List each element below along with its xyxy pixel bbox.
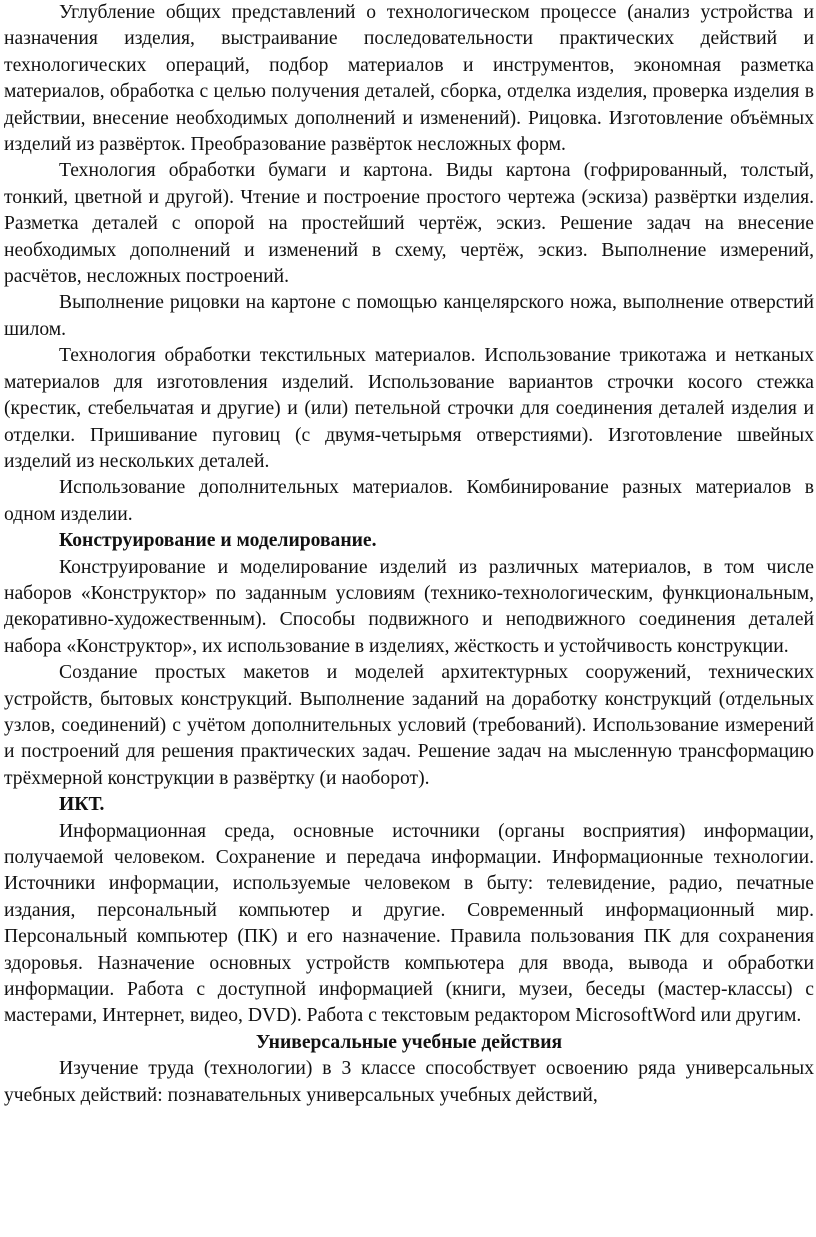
paragraph-universal-actions: Изучение труда (технологии) в 3 классе способствует освоению ряда универсальных учебных действий: познавательных универсальных учебных действий, bbox=[4, 1058, 814, 1106]
paragraph-information-environment: Информационная среда, основные источники (органы восприятия) информации, получаемой человеком. Сохранение и передача информации. Информационные технологии. Источники информации, используемые человеком в быту: телевидение, радио, печатные издания, персональный компьютер и другие. Современный информационный мир. Персональный компьютер (ПК) и его назначение. Правила пользования ПК для сохранения здоровья. Назначение основных устройств компьютера для ввода, вывода и обработки информации. Работа с доступной информацией (книги, музеи, беседы (мастер-классы) с мастерами, Интернет, видео, DVD). Работа с текстовым редактором MicrosoftWord или другим. bbox=[4, 820, 814, 1027]
paragraph-mockups-models: Создание простых макетов и моделей архитектурных сооружений, технических устройств, бытовых конструкций. Выполнение заданий на доработку конструкций (отдельных узлов, соединений) с учётом дополнительных условий (требований). Использование измерений и построений для решения практических задач. Решение задач на мысленную трансформацию трёхмерной конструкции в развёртку (и наоборот). bbox=[4, 662, 814, 789]
paragraph-textiles: Технология обработки текстильных материалов. Использование трикотажа и нетканых материалов для изготовления изделий. Использование вариантов строчки косого стежка (крестик, стебельчатая и другие) и (или) петельной строчки для соединения деталей изделия и отделки. Пришивание пуговиц (с двумя-четырьмя отверстиями). Изготовление швейных изделий из нескольких деталей. bbox=[4, 345, 814, 472]
paragraph-scoring: Выполнение рицовки на картоне с помощью канцелярского ножа, выполнение отверстий шилом. bbox=[4, 292, 814, 340]
paragraph-construction-modeling: Конструирование и моделирование изделий из различных материалов, в том числе наборов «Конструктор» по заданным условиям (технико-технологическим, функциональным, декоративно-художественным). Способы подвижного и неподвижного соединения деталей набора «Конструктор», их использование в изделиях, жёсткость и устойчивость конструкции. bbox=[4, 556, 814, 657]
paragraph-additional-materials: Использование дополнительных материалов. Комбинирование разных материалов в одном изделии. bbox=[4, 477, 814, 525]
section-heading-construction: Конструирование и моделирование. bbox=[59, 530, 377, 552]
section-heading-universal-actions: Универсальные учебные действия bbox=[255, 1031, 563, 1053]
section-heading-ict: ИКТ. bbox=[59, 794, 105, 816]
paragraph-technological-process: Углубление общих представлений о технологическом процессе (анализ устройства и назначения изделия, выстраивание последовательности практических действий и технологических операций, подбор материалов и инструментов, экономная разметка материалов, обработка с целью получения деталей, сборка, отделка изделия, проверка изделия в действии, внесение необходимых дополнений и изменений). Рицовка. Изготовление объёмных изделий из развёрток. Преобразование развёрток несложных форм. bbox=[4, 2, 814, 156]
paragraph-paper-cardboard: Технология обработки бумаги и картона. Виды картона (гофрированный, толстый, тонкий, цветной и другой). Чтение и построение простого чертежа (эскиза) развёртки изделия. Разметка деталей с опорой на простейший чертёж, эскиз. Решение задач на внесение необходимых дополнений и изменений в схему, чертёж, эскиз. Выполнение измерений, расчётов, несложных построений. bbox=[4, 160, 814, 288]
